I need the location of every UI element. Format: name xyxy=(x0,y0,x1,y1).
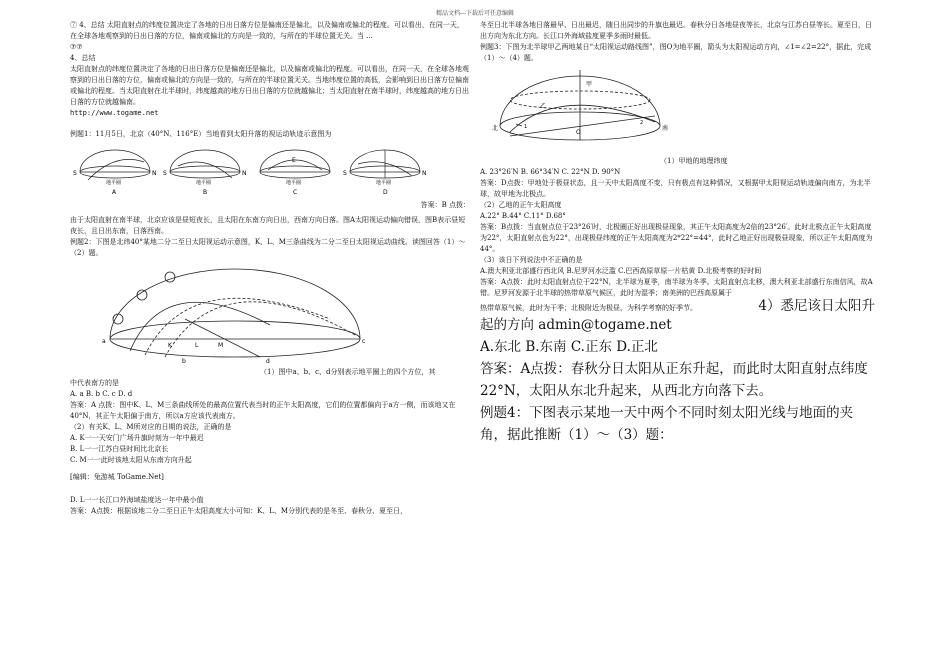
fig1-label-d: D xyxy=(383,189,388,196)
fig2-d: d xyxy=(266,358,270,365)
editor-note: [编辑：兔游城 ToGame.Net] xyxy=(70,473,164,481)
paragraph: 太阳直射点的纬度位置决定了各地的日出日落方位是偏南还是偏北，以及偏南或偏北的程度。可以看出，在同一天，在全球各地观察到的日出日落的方位，偏南或偏北的方向是一致的，与所在的半球位置无关。当地纬度位置的高低，会影响到日出日落方位偏南或偏北的程度。当太阳直射在北半球时，纬度越高的地方日出日落的方位就越偏北；当太阳直射在南半球时，纬度越高的地方日出日落的方位就越偏南。 xyxy=(70,65,469,106)
fig1-plane-b: 地平圈 xyxy=(196,180,212,186)
paragraph: 4、总结 xyxy=(70,54,96,62)
question-2-option-c: C. M一一此时该地太阳从东南方向升起 xyxy=(70,456,192,464)
fig3-o: O xyxy=(576,129,581,136)
question-2-option-b: B. L一一江苏白昼时间比北京长 xyxy=(70,445,169,453)
question-3: （3）该日下列说法中不正确的是 xyxy=(480,256,583,264)
question-4-answer: 答案：A点拨：春秋分日太阳从正东升起，而此时太阳直射点纬度22°N，太阳从东北升起来，从西北方向落下去。 xyxy=(480,361,868,399)
fig2-m: M xyxy=(218,342,224,349)
fig3-bei: 北 xyxy=(492,125,499,132)
question-2-option-d: D. L一一长江口外海域盐度达一年中最小值 xyxy=(70,496,204,504)
fig1-b-s: S xyxy=(163,170,167,177)
fig1-plane-a: 地平圈 xyxy=(106,180,122,186)
question-2: （2）乙地的正午太阳高度 xyxy=(480,201,562,209)
question-2-option-a: A. K一一天安门广场升旗时刻为一年中最迟 xyxy=(70,434,204,442)
fig2-k: K xyxy=(168,342,172,349)
question-1: （1）甲地的地理纬度 xyxy=(660,157,728,165)
question-4: 起的方向 admin@togame.net xyxy=(480,317,672,333)
fig3-jia: 甲 xyxy=(586,81,593,88)
fig3-angle-1: 1 xyxy=(524,124,528,130)
fig1-b-n: N xyxy=(242,170,247,177)
paragraph: 冬至日北半球各地日落最早、日出最迟，随日出同步的升旗也最迟。春秋分日各地昼夜等长，北京与江苏白昼等长。夏至日，日出方向为东北方向。长江口外海域盐度夏季多雨时最低。 xyxy=(480,21,872,40)
figure-1-panel-b xyxy=(170,150,240,178)
fig1-a-n: N xyxy=(152,170,157,177)
example-1-answer: 答案：B 点拨： xyxy=(420,201,470,209)
fig1-a-s: S xyxy=(73,170,77,177)
question-1-options: A. a B. b C. c D. d xyxy=(70,390,133,398)
page-header: 精品文档---下载后可任意编辑 xyxy=(435,10,515,17)
figure-2-drawing xyxy=(110,269,360,357)
fig1-plane-c: 地平圈 xyxy=(286,180,302,186)
figure-2-hemisphere xyxy=(70,259,470,367)
url-link[interactable]: http://www.togame.net xyxy=(70,109,159,117)
figure-1-sun-paths xyxy=(70,140,470,200)
fig3-nan: 南 xyxy=(662,125,669,132)
paragraph: 由于太阳直射在南半球，北京应该是昼短夜长，且太阳在东南方向日出，西南方向日落。图A太阳视运动偏向错误，图B表示昼短夜长，且日出东南，日落西南。 xyxy=(70,216,466,235)
example-3-question: 例题3：下图为北半球甲乙两地某日“太阳视运动路线图”，图O为地平圈，箭头为太阳视运动方向，∠1=∠2=22°，据此，完成（1）～（4）题。 xyxy=(480,43,872,62)
question-4-options: A.东北 B.东南 C.正东 D.正北 xyxy=(480,339,658,355)
question-2-answer: 答案：A点拨：根据该地二分二至日正午太阳高度大小可知：K、L、M分别代表的是冬至、春秋分、夏至日， xyxy=(70,507,408,515)
question-1-part-b: 中代表南方的是 xyxy=(70,379,119,387)
fig1-label-b: B xyxy=(203,189,208,196)
question-1-answer: 答案：D点拨：甲地处于极昼状态，且一天中太阳高度不变，只有极点有这种情况，又根据甲太阳视运动轨迹偏向南方，为北半球，故甲地为北极点。 xyxy=(480,179,871,198)
question-2-answer: 答案：B点拨：当直射点位于23°26′时，北极圈正好出现极昼现象，其正午太阳高度为2倍的23°26′。此时北极点正午太阳高度为22°，太阳直射点也为22°，出现极昼纬度的正午太阳高度为2*22°=44°，此时乙地正好出现极昼现象，所以正午太阳高度为44°。 xyxy=(480,223,873,253)
fig1-label-c: C xyxy=(293,189,298,196)
fig1-plane-d: 地平圈 xyxy=(376,180,392,186)
paragraph: ⑦ 4、总结 太阳直射点的纬度位置决定了各地的日出日落方位是偏南还是偏北，以及偏南或偏北的程度。可以看出，在同一天，在全球各地观察到的日出日落的方位，偏南或偏北的方向是一致的，与所在的半球位置无关。当 ... xyxy=(70,21,464,40)
question-3-options: A.澳大利亚北部盛行西北风 B.尼罗河水泛滥 C.巴西高原草原一片枯黄 D.北极考察的好时间 xyxy=(480,267,762,275)
question-2-options: A.22° B.44° C.11° D.68° xyxy=(480,212,566,220)
fig2-c: c xyxy=(362,338,366,345)
fig1-d-n: N xyxy=(422,170,427,177)
fig3-yi: 乙 xyxy=(540,103,547,110)
right-column xyxy=(480,20,875,446)
question-1-options: A. 23°26′N B. 66°34′N C. 22°N D. 90°N xyxy=(480,168,621,176)
question-3-answer-end: 热带草原气候，此时为干季；北极附近为极昼，为科学考察的好季节。 xyxy=(480,304,697,312)
example-2-question: 例题2：下图是北纬40°某地二分二至日太阳视运动示意图，K、L、M三条曲线为二分二至日太阳视运动曲线。读图回答（1）～（2）题。 xyxy=(70,238,466,257)
question-4-lead: 4）悉尼该日太阳升 xyxy=(758,298,875,314)
question-1-answer: 答案：A 点拨：图中K、L、M三条曲线所处的最高位置代表当时的正午太阳高度，它们的位置都偏向于a方一侧，而该地又在40°N，其正午太阳偏于南方，所以a方应该代表南方。 xyxy=(70,401,456,420)
fig2-b: b xyxy=(182,358,186,365)
fig2-a: a xyxy=(102,338,106,345)
figure-1-panel-c xyxy=(260,150,330,178)
figure-1-panel-d xyxy=(350,150,420,178)
question-3-answer: 答案：A点拨：此时太阳直射点位于22°N，北半球为夏季，南半球为冬季。太阳直射点北移，澳大利亚北部盛行东南信风，故A错。尼罗河发源于北半球的热带草原气候区，此时为湿季；南美洲的巴西高原属于 xyxy=(480,278,873,297)
example-1-question: 例题1：11月5日，北京（40°N、116°E）当地看到太阳升落的视运动轨迹示意图为 xyxy=(70,130,332,138)
fig1-label-a: A xyxy=(112,189,117,196)
question-2: （2）有关K、L、M所对应的日期的说法，正确的是 xyxy=(70,423,232,431)
fig3-angle-2: 2 xyxy=(640,120,644,126)
example-4-question: 例题4：下图表示某地一天中两个不同时刻太阳光线与地面的夹角，据此推断（1）～（3）题： xyxy=(480,405,854,443)
fig2-l: L xyxy=(195,342,199,349)
fig1-d-s: S xyxy=(343,170,347,177)
left-column xyxy=(70,20,470,517)
paragraph: ⑦⑦ xyxy=(70,43,83,51)
figure-1-panel-a xyxy=(80,150,150,180)
question-1-part-a: （1）图中a、b、c、d分别表示地平圈上的四个方位，其 xyxy=(260,368,436,376)
figure-3-sun-path xyxy=(480,64,875,156)
fig1-c-e: E xyxy=(292,157,296,164)
